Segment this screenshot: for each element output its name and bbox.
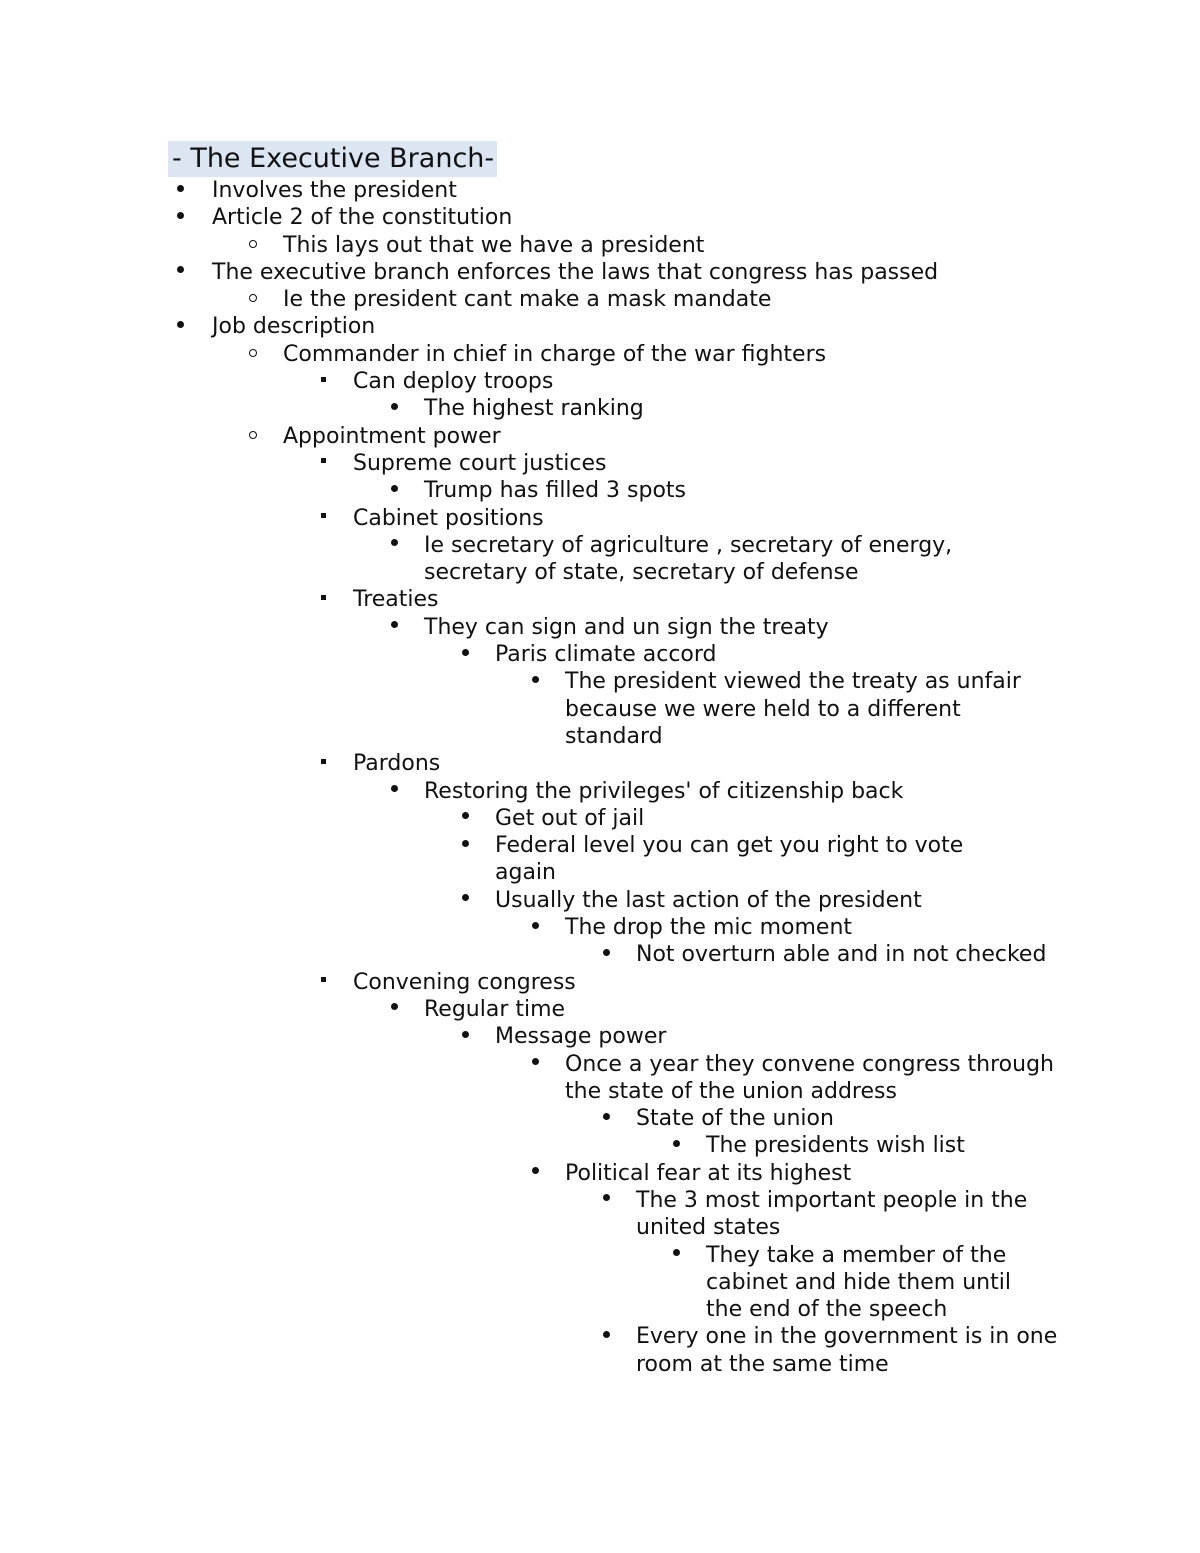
list-item-text: Job description <box>212 314 376 340</box>
page-title: - The Executive Branch- <box>168 141 497 177</box>
list-item-text: Convening congress <box>353 969 576 995</box>
dot-bullet-icon <box>596 1187 616 1214</box>
square-bullet-icon <box>313 450 333 477</box>
square-bullet-icon <box>313 586 333 613</box>
list-item-text: Commander in chief in charge of the war fighters <box>283 341 827 367</box>
list-item-text: Usually the last action of the president <box>495 887 922 913</box>
dot-bullet-icon <box>455 641 475 668</box>
list-item <box>0 996 1200 1023</box>
list-item-text: Cabinet positions <box>353 505 544 531</box>
list-item <box>0 969 1200 996</box>
dot-bullet-icon <box>170 259 190 286</box>
square-bullet-icon <box>313 750 333 777</box>
list-item <box>0 177 1200 204</box>
list-item <box>0 641 1200 668</box>
dot-bullet-icon <box>384 532 404 559</box>
list-item-text: Appointment power <box>283 423 501 449</box>
list-item <box>0 750 1200 777</box>
square-bullet-icon <box>313 505 333 532</box>
list-item <box>0 1023 1200 1050</box>
list-item-text: Article 2 of the constitution <box>212 205 513 231</box>
list-item-text: The 3 most important people in the united states <box>636 1187 1028 1241</box>
list-item-text: The presidents wish list <box>706 1133 965 1159</box>
dot-bullet-icon <box>455 1023 475 1050</box>
list-item <box>0 259 1200 286</box>
list-item-text: They take a member of the cabinet and hide them until the end of the speech <box>706 1242 1011 1323</box>
list-item <box>0 668 1200 750</box>
dot-bullet-icon <box>525 668 545 695</box>
dot-bullet-icon <box>525 1160 545 1187</box>
dot-bullet-icon <box>596 941 616 968</box>
dot-bullet-icon <box>384 395 404 422</box>
list-item <box>0 805 1200 832</box>
dot-bullet-icon <box>596 1105 616 1132</box>
list-item-text: Not overturn able and in not checked <box>636 942 1047 968</box>
list-item-text: Pardons <box>353 751 441 777</box>
square-bullet-icon <box>313 969 333 996</box>
circle-bullet-icon <box>243 286 263 313</box>
list-item-text: Federal level you can get you right to vote again <box>495 833 964 886</box>
list-item <box>0 477 1200 504</box>
list-item <box>0 586 1200 613</box>
dot-bullet-icon <box>170 177 190 204</box>
list-item-text: Can deploy troops <box>353 369 554 395</box>
dot-bullet-icon <box>170 313 190 340</box>
dot-bullet-icon <box>384 477 404 504</box>
list-item <box>0 368 1200 395</box>
list-item <box>0 832 1200 887</box>
list-item <box>0 614 1200 641</box>
list-item <box>0 778 1200 805</box>
list-item-text: They can sign and un sign the treaty <box>424 614 829 640</box>
list-item <box>0 341 1200 368</box>
list-item <box>0 1051 1200 1106</box>
list-item <box>0 313 1200 340</box>
circle-bullet-icon <box>243 341 263 368</box>
list-item <box>0 286 1200 313</box>
list-item <box>0 232 1200 259</box>
square-bullet-icon <box>313 368 333 395</box>
list-item-text: Every one in the government is in one room at the same time <box>636 1324 1058 1377</box>
circle-bullet-icon <box>243 232 263 259</box>
list-item-text: The highest ranking <box>424 396 644 422</box>
dot-bullet-icon <box>170 204 190 231</box>
dot-bullet-icon <box>596 1323 616 1350</box>
list-item-text: Get out of jail <box>495 805 645 831</box>
list-item <box>0 1160 1200 1187</box>
dot-bullet-icon <box>666 1242 686 1269</box>
list-item-text: Regular time <box>424 996 566 1022</box>
list-item-text: Political fear at its highest <box>565 1160 852 1186</box>
list-item-text: Message power <box>495 1024 667 1050</box>
list-item <box>0 1323 1200 1378</box>
list-item-text: Involves the president <box>212 178 457 203</box>
dot-bullet-icon <box>455 887 475 914</box>
dot-bullet-icon <box>666 1132 686 1159</box>
list-item <box>0 532 1200 587</box>
list-item-text: Ie the president cant make a mask mandate <box>283 287 772 313</box>
circle-bullet-icon <box>243 423 263 450</box>
list-item <box>0 1187 1200 1242</box>
list-item-text: Ie secretary of agriculture , secretary of energy, secretary of state, secretary of defense <box>424 532 953 586</box>
dot-bullet-icon <box>455 805 475 832</box>
list-item-text: Paris climate accord <box>495 642 717 668</box>
dot-bullet-icon <box>455 832 475 859</box>
list-item-text: Treaties <box>353 587 439 613</box>
dot-bullet-icon <box>384 778 404 805</box>
list-item-text: The president viewed the treaty as unfair because we were held to a different standard <box>565 669 1021 749</box>
list-item-text: The drop the mic moment <box>565 915 853 941</box>
list-item-text: Once a year they convene congress through the state of the union address <box>565 1051 1054 1104</box>
dot-bullet-icon <box>525 914 545 941</box>
dot-bullet-icon <box>525 1051 545 1078</box>
list-item <box>0 450 1200 477</box>
list-item <box>0 1105 1200 1132</box>
list-item <box>0 1242 1200 1324</box>
list-item <box>0 941 1200 968</box>
list-item-text: Supreme court justices <box>353 450 607 476</box>
outline-list <box>0 177 1200 1378</box>
dot-bullet-icon <box>384 614 404 641</box>
list-item <box>0 423 1200 450</box>
list-item-text: The executive branch enforces the laws that congress has passed <box>212 259 939 285</box>
list-item <box>0 914 1200 941</box>
dot-bullet-icon <box>384 996 404 1023</box>
list-item-text: Restoring the privileges' of citizenship back <box>424 778 904 804</box>
list-item <box>0 887 1200 914</box>
list-item <box>0 1132 1200 1159</box>
list-item <box>0 204 1200 231</box>
list-item <box>0 505 1200 532</box>
list-item-text: Trump has filled 3 spots <box>424 478 687 504</box>
list-item <box>0 395 1200 422</box>
list-item-text: State of the union <box>636 1106 834 1132</box>
list-item-text: This lays out that we have a president <box>283 232 705 258</box>
